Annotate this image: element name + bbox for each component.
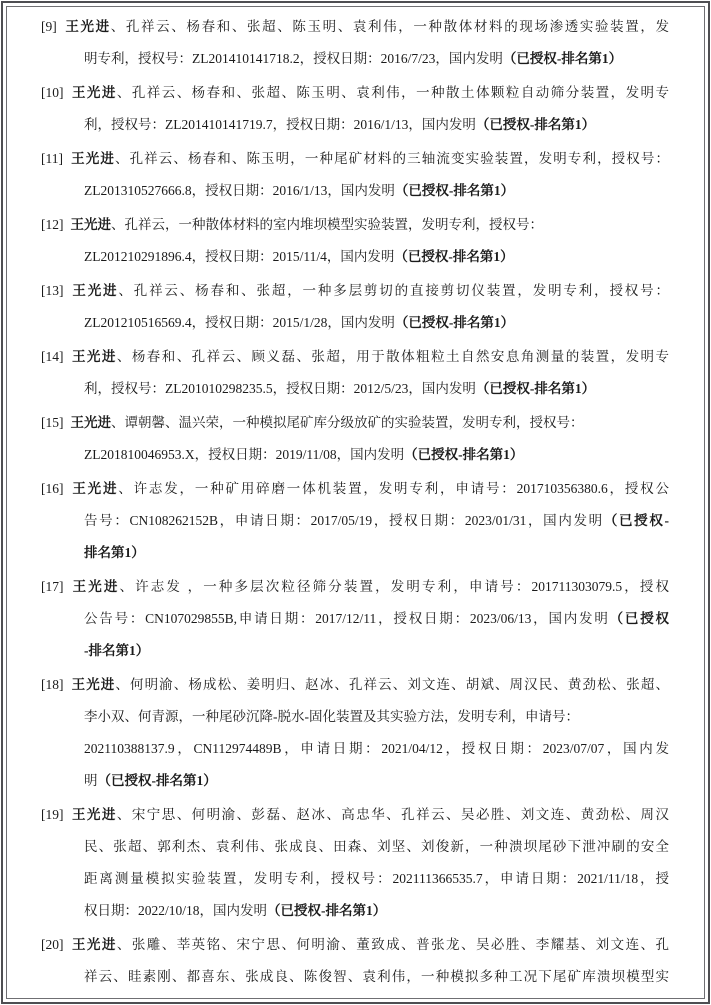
- entry-text: ZL201810046953.X，授权日期：2019/11/08，国内发明: [84, 447, 405, 462]
- entry-emphasis-text: （已授权-排名第1）: [394, 315, 515, 330]
- entry-emphasis-text: 王光进: [70, 85, 117, 100]
- entry-text: 明: [84, 773, 98, 788]
- entry-number: [18]: [41, 677, 64, 692]
- entry-line: [41, 373, 669, 405]
- entry-emphasis-text: 王光进: [70, 217, 111, 232]
- entry-text: 利，授权号：ZL201010298235.5，授权日期：2012/5/23，国内发明: [84, 381, 476, 396]
- entry-text: 、宋宁思、何明渝、彭磊、赵冰、高忠华、孔祥云、吴必胜、刘文连、黄劲松、周汉: [116, 807, 670, 822]
- patent-entry: [41, 571, 669, 667]
- entry-line: [41, 407, 669, 439]
- entry-emphasis-text: （已授权-排名第1）: [475, 117, 596, 132]
- entry-line: [41, 765, 669, 797]
- patent-entry: [41, 929, 669, 993]
- entry-text: 、孔祥云、杨春和、张超，一种多层剪切的直接剪切仪装置，发明专利，授权号：: [118, 283, 670, 298]
- entry-text: 、许志发 ，一种多层次粒径筛分装置，发明专利，申请号：201711303079.5，授权: [119, 579, 670, 594]
- entry-emphasis-text: 王光进: [63, 19, 111, 34]
- entry-line: [41, 275, 669, 307]
- entry-emphasis-text: 王光进: [70, 937, 117, 952]
- patent-list: [41, 11, 669, 993]
- entry-text: 、孔祥云，一种散体材料的室内堆坝模型实验装置，发明专利，授权号：: [111, 217, 543, 232]
- entry-number: [20]: [41, 937, 64, 952]
- entry-text: 祥云、眭素刚、都喜东、张成良、陈俊智、袁利伟，一种模拟多种工况下尾矿库溃坝模型实: [84, 969, 669, 984]
- page-border-inner: [6, 6, 705, 999]
- entry-line: [41, 733, 669, 765]
- entry-line: [41, 143, 669, 175]
- entry-line: [41, 341, 669, 373]
- patent-entry: [41, 275, 669, 339]
- entry-line: [41, 571, 669, 603]
- entry-emphasis-text: 排名第1）: [84, 545, 145, 560]
- entry-emphasis-text: 王光进: [70, 349, 117, 364]
- entry-line: [41, 241, 669, 273]
- entry-emphasis-text: 王光进: [70, 415, 111, 430]
- entry-number: [17]: [41, 579, 64, 594]
- entry-line: [41, 307, 669, 339]
- entry-text: 、孔祥云、杨春和、陈玉明，一种尾矿材料的三轴流变实验装置，发明专利，授权号：: [114, 151, 670, 166]
- entry-text: 公告号：CN107029855B,申请日期：2017/12/11，授权日期：2023/06/13，国内发明: [84, 611, 610, 626]
- entry-emphasis-text: 王光进: [70, 677, 116, 692]
- entry-text: 明专利，授权号：ZL201410141718.2，授权日期：2016/7/23，国内发明: [84, 51, 503, 66]
- entry-emphasis-text: （已授权-: [603, 513, 670, 528]
- patent-entry: [41, 799, 669, 927]
- entry-text: ZL201210291896.4，授权日期：2015/11/4，国内发明: [84, 249, 395, 264]
- entry-line: [41, 929, 669, 961]
- entry-text: 、谭朝馨、温兴荣，一种模拟尾矿库分级放矿的实验装置，发明专利，授权号：: [111, 415, 584, 430]
- entry-text: ZL201210516569.4，授权日期：2015/1/28，国内发明: [84, 315, 395, 330]
- entry-text: 202110388137.9，CN112974489B，申请日期：2021/04/12，授权日期：2023/07/07，国内发: [84, 741, 669, 756]
- entry-line: [41, 537, 669, 569]
- entry-number: [11]: [41, 151, 63, 166]
- patent-entry: [41, 143, 669, 207]
- entry-text: 、何明渝、杨成松、姜明归、赵冰、孔祥云、刘文连、胡斌、周汉民、黄劲松、张超、: [115, 677, 669, 692]
- entry-line: [41, 895, 669, 927]
- entry-emphasis-text: （已授权-排名第1）: [404, 447, 524, 462]
- entry-line: [41, 701, 669, 733]
- entry-emphasis-text: -排名第1）: [84, 643, 150, 658]
- entry-line: [41, 669, 669, 701]
- entry-text: 、杨春和、孔祥云、顾义磊、张超，用于散体粗粒土自然安息角测量的装置，发明专: [116, 349, 670, 364]
- entry-number: [14]: [41, 349, 64, 364]
- entry-text: 利，授权号：ZL201410141719.7，授权日期：2016/1/13，国内发明: [84, 117, 476, 132]
- entry-text: 、孔祥云、杨春和、张超、陈玉明、袁利伟，一种散土体颗粒自动筛分装置，发明专: [116, 85, 670, 100]
- entry-text: 、孔祥云、杨春和、张超、陈玉明、袁利伟，一种散体材料的现场渗透实验装置，发: [110, 19, 670, 34]
- entry-line: [41, 439, 669, 471]
- entry-line: [41, 961, 669, 993]
- entry-line: [41, 209, 669, 241]
- entry-emphasis-text: （已授权-排名第1）: [97, 773, 217, 788]
- entry-emphasis-text: （已授权: [609, 611, 670, 626]
- entry-line: [41, 11, 669, 43]
- entry-text: ZL201310527666.8，授权日期：2016/1/13，国内发明: [84, 183, 395, 198]
- entry-line: [41, 635, 669, 667]
- entry-number: [19]: [41, 807, 64, 822]
- entry-line: [41, 799, 669, 831]
- entry-emphasis-text: （已授权-排名第1）: [502, 51, 623, 66]
- patent-entry: [41, 669, 669, 797]
- entry-line: [41, 863, 669, 895]
- patent-entry: [41, 341, 669, 405]
- entry-number: [12]: [41, 217, 64, 232]
- entry-text: 、张雕、莘英铭、宋宁思、何明渝、董致成、普张龙、吴必胜、李耀基、刘文连、孔: [116, 937, 670, 952]
- patent-entry: [41, 209, 669, 273]
- entry-number: [13]: [41, 283, 64, 298]
- page-border-outer: [1, 1, 710, 1004]
- entry-number: [10]: [41, 85, 64, 100]
- entry-text: 距离测量模拟实验装置，发明专利，授权号：202111366535.7，申请日期：2021/11/18，授: [84, 871, 669, 886]
- entry-emphasis-text: 王光进: [70, 807, 117, 822]
- entry-line: [41, 473, 669, 505]
- entry-line: [41, 77, 669, 109]
- entry-line: [41, 109, 669, 141]
- patent-entry: [41, 77, 669, 141]
- entry-number: [9]: [41, 19, 57, 34]
- entry-line: [41, 603, 669, 635]
- entry-line: [41, 43, 669, 75]
- entry-emphasis-text: 王光进: [70, 579, 120, 594]
- entry-text: 李小双、何青源，一种尾砂沉降-脱水-固化装置及其实验方法，发明专利，申请号：: [84, 709, 579, 724]
- entry-number: [15]: [41, 415, 64, 430]
- entry-text: 民、张超、郭利杰、袁利伟、张成良、田森、刘坚、刘俊新，一种溃坝尾砂下泄冲刷的安全: [84, 839, 669, 854]
- entry-emphasis-text: （已授权-排名第1）: [394, 183, 515, 198]
- entry-emphasis-text: 王光进: [70, 151, 115, 166]
- entry-line: [41, 831, 669, 863]
- entry-emphasis-text: （已授权-排名第1）: [475, 381, 596, 396]
- patent-entry: [41, 407, 669, 471]
- entry-text: 权日期：2022/10/18，国内发明: [84, 903, 268, 918]
- entry-text: 、许志发，一种矿用碎磨一体机装置，发明专利，申请号：201710356380.6，授权公: [118, 481, 670, 496]
- patent-entry: [41, 11, 669, 75]
- entry-number: [16]: [41, 481, 64, 496]
- entry-line: [41, 175, 669, 207]
- entry-emphasis-text: （已授权-排名第1）: [267, 903, 387, 918]
- entry-line: [41, 505, 669, 537]
- page-content: [7, 7, 704, 998]
- entry-emphasis-text: （已授权-排名第1）: [394, 249, 514, 264]
- entry-emphasis-text: 王光进: [70, 481, 119, 496]
- entry-text: 告号：CN108262152B，申请日期：2017/05/19，授权日期：2023/01/31，国内发明: [84, 513, 604, 528]
- entry-emphasis-text: 王光进: [70, 283, 119, 298]
- patent-entry: [41, 473, 669, 569]
